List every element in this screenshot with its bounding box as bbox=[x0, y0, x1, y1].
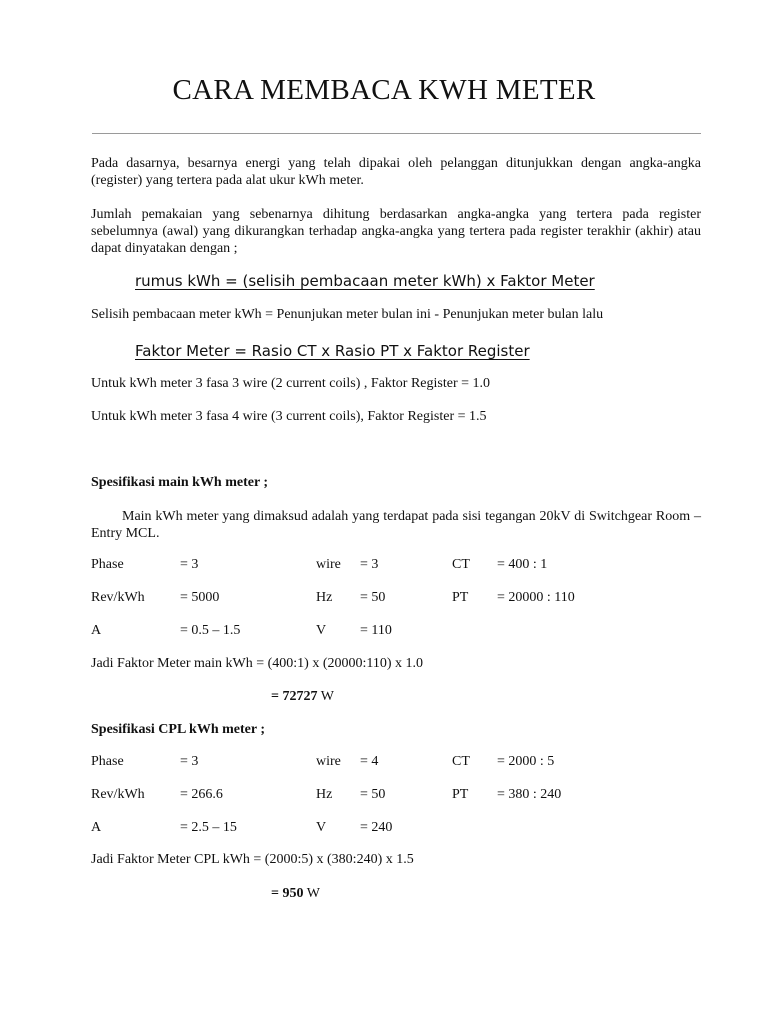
main-spec-result-unit: W bbox=[320, 689, 334, 704]
main-spec-heading: Spesifikasi main kWh meter ; bbox=[91, 475, 269, 490]
spec-label: Hz bbox=[316, 787, 333, 802]
spec-value: = 3 bbox=[180, 557, 199, 572]
cpl-spec-result bbox=[271, 886, 320, 902]
spec-value: = 2.5 – 15 bbox=[180, 820, 237, 835]
spec-label: V bbox=[316, 623, 327, 638]
spec-label: wire bbox=[316, 754, 341, 769]
spec-value: = 110 bbox=[360, 623, 392, 638]
formula-kwh: rumus kWh = (selisih pembacaan meter kWh) x Faktor Meter bbox=[135, 272, 595, 290]
spec-value: = 50 bbox=[360, 590, 386, 605]
selisih-definition: Selisih pembacaan meter kWh = Penunjukan meter bulan ini - Penunjukan meter bulan lalu bbox=[91, 307, 604, 322]
spec-label: Phase bbox=[91, 754, 124, 769]
main-spec-result-value: = 72727 bbox=[271, 689, 318, 704]
spec-label: CT bbox=[452, 557, 470, 572]
main-spec-description: Main kWh meter yang dimaksud adalah yang terdapat pada sisi tegangan 20kV di Switchgear Room – Entry MCL. bbox=[91, 509, 701, 541]
spec-value: = 20000 : 110 bbox=[497, 590, 575, 605]
spec-label: CT bbox=[452, 754, 470, 769]
cpl-spec-calculation: Jadi Faktor Meter CPL kWh = (2000:5) x (380:240) x 1.5 bbox=[91, 852, 414, 867]
spec-value: = 3 bbox=[180, 754, 199, 769]
spec-label: PT bbox=[452, 590, 469, 605]
spec-label: Rev/kWh bbox=[91, 787, 145, 802]
document-title: CARA MEMBACA KWH METER bbox=[172, 74, 596, 106]
register-line-4wire: Untuk kWh meter 3 fasa 4 wire (3 current coils), Faktor Register = 1.5 bbox=[91, 409, 487, 424]
spec-label: Rev/kWh bbox=[91, 590, 145, 605]
cpl-spec-result-value: = 950 bbox=[271, 886, 304, 901]
intro-paragraph-2: Jumlah pemakaian yang sebenarnya dihitung berdasarkan angka-angka yang tertera pada register sebelumnya (awal) yang dikurangkan terhadap angka-angka yang tertera pada register terakhir (akhir) atau dapat dinyatakan dengan ; bbox=[91, 207, 701, 256]
spec-value: = 0.5 – 1.5 bbox=[180, 623, 241, 638]
spec-value: = 3 bbox=[360, 557, 379, 572]
spec-value: = 5000 bbox=[180, 590, 220, 605]
spec-value: = 50 bbox=[360, 787, 386, 802]
intro-paragraph-1: Pada dasarnya, besarnya energi yang telah dipakai oleh pelanggan ditunjukkan dengan angka-angka (register) yang tertera pada alat ukur kWh meter. bbox=[91, 156, 701, 188]
spec-label: PT bbox=[452, 787, 469, 802]
spec-label: Hz bbox=[316, 590, 333, 605]
spec-value: = 266.6 bbox=[180, 787, 223, 802]
main-spec-result bbox=[271, 689, 334, 705]
spec-label: V bbox=[316, 820, 327, 835]
spec-label: A bbox=[91, 820, 102, 835]
spec-label: A bbox=[91, 623, 102, 638]
spec-value: = 240 bbox=[360, 820, 393, 835]
main-spec-calculation: Jadi Faktor Meter main kWh = (400:1) x (20000:110) x 1.0 bbox=[91, 656, 424, 671]
spec-label: wire bbox=[316, 557, 341, 572]
register-line-3wire: Untuk kWh meter 3 fasa 3 wire (2 current coils) , Faktor Register = 1.0 bbox=[91, 376, 491, 391]
spec-value: = 400 : 1 bbox=[497, 557, 548, 572]
spec-value: = 4 bbox=[360, 754, 379, 769]
cpl-spec-heading: Spesifikasi CPL kWh meter ; bbox=[91, 722, 265, 737]
title-divider bbox=[92, 133, 701, 134]
spec-label: Phase bbox=[91, 557, 124, 572]
spec-value: = 380 : 240 bbox=[497, 787, 562, 802]
cpl-spec-result-unit: W bbox=[306, 886, 320, 901]
spec-value: = 2000 : 5 bbox=[497, 754, 555, 769]
formula-faktor-meter: Faktor Meter = Rasio CT x Rasio PT x Faktor Register bbox=[135, 342, 530, 360]
